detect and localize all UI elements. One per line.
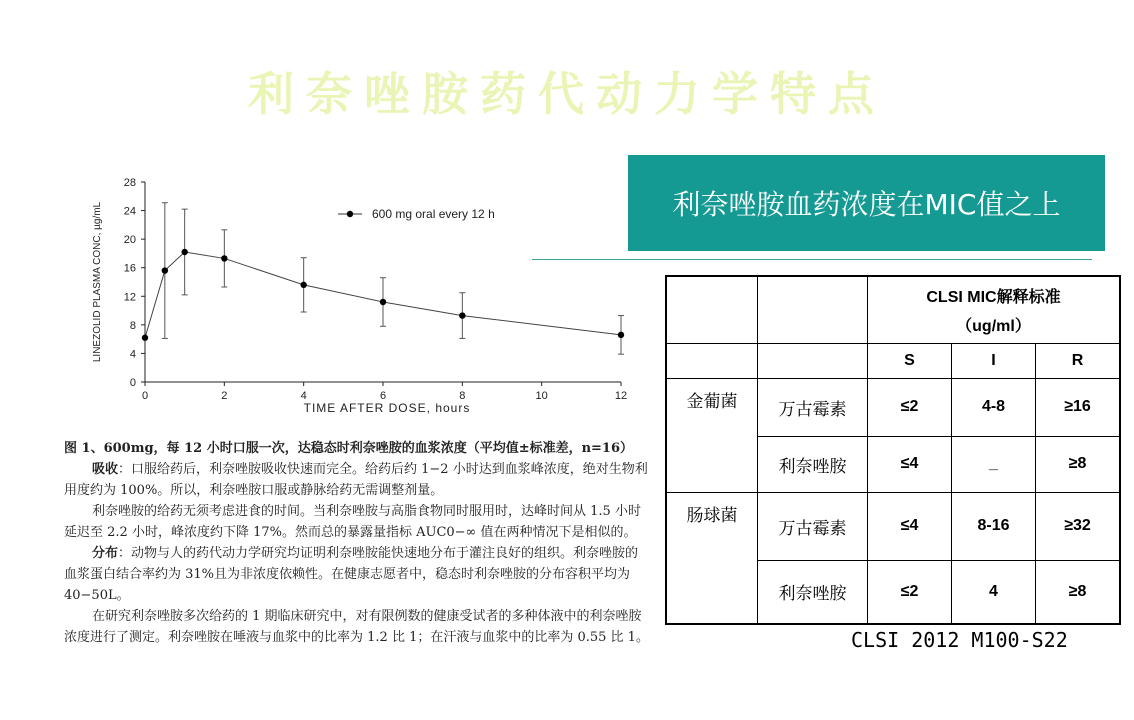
organism-cell: 金葡菌: [666, 378, 758, 492]
x-tick-label: 4: [300, 390, 307, 402]
slide-title: 利奈唑胺药代动力学特点: [248, 67, 886, 121]
y-tick-label: 20: [123, 234, 136, 247]
data-point: [380, 299, 386, 305]
legend-label: 600 mg oral every 12 h: [372, 207, 495, 221]
drug-cell: 万古霉素: [758, 492, 868, 560]
table-row: [666, 492, 1120, 560]
y-tick-label: 4: [129, 348, 136, 361]
table-cell-empty: [666, 276, 758, 343]
absorption-label: 吸收: [92, 462, 119, 477]
plasma-concentration-chart: [88, 172, 648, 427]
column-header-r: R: [1036, 343, 1121, 378]
x-tick-label: 10: [535, 390, 548, 402]
y-tick-label: 12: [123, 291, 136, 304]
y-tick-label: 24: [123, 205, 136, 218]
drug-cell: 利奈唑胺: [758, 436, 868, 492]
table-header-main: CLSI MIC解释标准: [926, 288, 1061, 306]
figure-title: 图 1、600mg，每 12 小时口服一次，达稳态时利奈唑胺的血浆浓度（平均值±标准差，n=16）: [64, 441, 634, 456]
y-tick-label: 0: [129, 377, 136, 389]
distribution-label: 分布: [92, 546, 119, 561]
source-citation: CLSI 2012 M100-S22: [851, 628, 1068, 652]
food-effect-paragraph: 利奈唑胺的给药无须考虑进食的时间。当利奈唑胺与高脂食物同时服用时，达峰时间从 1.5 小时延迟至 2.2 小时，峰浓度约下降 17%。然而总的暴露量指标 AUC0−∞ 值在两种情况下是相似的。: [64, 504, 641, 540]
x-tick-label: 8: [459, 390, 466, 402]
data-point: [300, 282, 306, 288]
table-header-unit: （ug/ml）: [956, 317, 1031, 335]
drug-cell: 利奈唑胺: [758, 560, 868, 624]
y-axis-label: LINEZOLID PLASMA CONC, µg/mL: [92, 201, 103, 363]
column-header-s: S: [868, 343, 952, 378]
y-tick-label: 8: [129, 319, 136, 332]
key-point-banner: [628, 155, 1105, 251]
i-value-cell: 4-8: [952, 378, 1036, 436]
absorption-paragraph: [64, 459, 649, 501]
table-row: [666, 378, 1120, 436]
r-value-cell: ≥8: [1036, 560, 1121, 624]
organism-cell: 肠球菌: [666, 492, 758, 624]
body-fluid-paragraph: 在研究利奈唑胺多次给药的 1 期临床研究中，对有限例数的健康受试者的多种体液中的利奈唑胺浓度进行了测定。利奈唑胺在唾液与血浆中的比率为 1.2 比 1；在汗液与血浆中的比率为 0.55 比 1。: [64, 609, 649, 645]
table-header-cell: [868, 276, 1121, 343]
column-header-i: I: [952, 343, 1036, 378]
s-value-cell: ≤4: [868, 492, 952, 560]
distribution-text: ：动物与人的药代动力学研究均证明利奈唑胺能快速地分布于灌注良好的组织。利奈唑胺的血浆蛋白结合率约为 31%且为非浓度依赖性。在健康志愿者中，稳态时利奈唑胺的分布容积平均为 40−50L。: [64, 546, 639, 603]
table-header-row: [666, 276, 1120, 343]
data-point: [162, 267, 168, 273]
absorption-text: ：口服给药后，利奈唑胺吸收快速而完全。给药后约 1−2 小时达到血浆峰浓度，绝对生物利用度约为 100%。所以，利奈唑胺口服或静脉给药无需调整剂量。: [64, 462, 648, 498]
s-value-cell: ≤4: [868, 436, 952, 492]
i-value-cell: _: [952, 436, 1036, 492]
banner-text: 利奈唑胺血药浓度在MIC值之上: [672, 188, 1061, 221]
data-point: [618, 332, 624, 338]
data-point: [142, 335, 148, 341]
legend: [338, 207, 495, 221]
r-value-cell: ≥16: [1036, 378, 1121, 436]
data-point: [221, 255, 227, 261]
r-value-cell: ≥32: [1036, 492, 1121, 560]
s-value-cell: ≤2: [868, 560, 952, 624]
data-point: [459, 312, 465, 318]
y-tick-label: 16: [123, 262, 136, 275]
table-subheader-row: [666, 343, 1120, 378]
legend-marker: [347, 211, 353, 217]
x-tick-label: 0: [141, 390, 149, 402]
distribution-paragraph: [64, 543, 649, 606]
table-cell-empty: [666, 343, 758, 378]
mic-breakpoint-table: [665, 275, 1121, 625]
x-tick-label: 6: [379, 390, 387, 402]
i-value-cell: 8-16: [952, 492, 1036, 560]
x-tick-label: 12: [614, 390, 628, 402]
r-value-cell: ≥8: [1036, 436, 1121, 492]
table-cell-empty: [758, 343, 868, 378]
drug-cell: 万古霉素: [758, 378, 868, 436]
data-point: [181, 249, 187, 255]
s-value-cell: ≤2: [868, 378, 952, 436]
x-tick-label: 2: [221, 390, 228, 402]
y-tick-label: 28: [123, 177, 136, 189]
i-value-cell: 4: [952, 560, 1036, 624]
figure-caption: [64, 438, 649, 648]
x-axis-label: TIME AFTER DOSE, hours: [303, 401, 471, 415]
table-cell-empty: [758, 276, 868, 343]
